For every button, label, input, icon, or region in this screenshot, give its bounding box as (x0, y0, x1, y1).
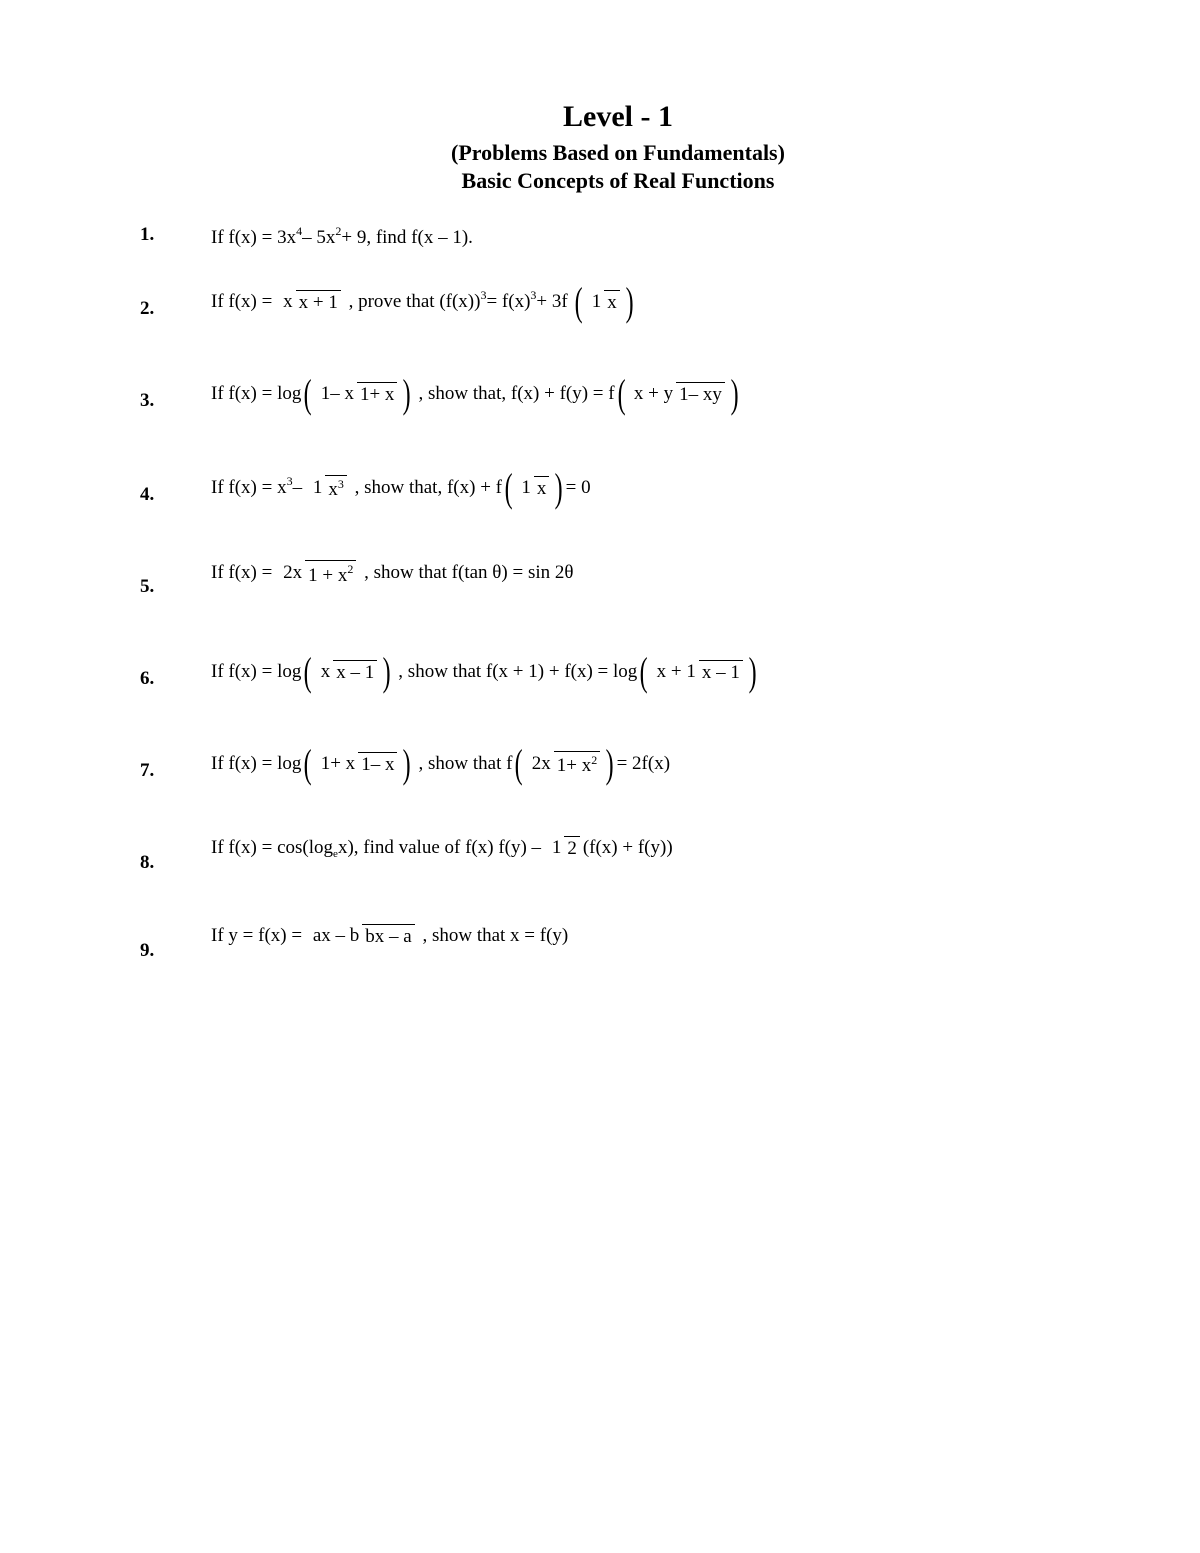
expr-text: , show that f (418, 753, 513, 774)
problem-8 (0, 836, 1200, 896)
fraction (549, 836, 580, 860)
fraction (318, 660, 378, 684)
fraction (654, 660, 743, 684)
denominator: x – 1 (333, 660, 377, 684)
numerator: 1 (551, 836, 562, 858)
numerator: 1+ x (320, 752, 356, 774)
expr-text: If f(x) = log (211, 753, 302, 774)
expr-text: , show that f(x + 1) + f(x) = log (398, 661, 638, 682)
expr-text: – (292, 477, 303, 498)
expr-text: = 0 (565, 477, 591, 498)
exponent: 3 (530, 288, 537, 303)
right-paren: ) (730, 371, 739, 416)
left-paren: ( (304, 649, 313, 694)
denominator: x + 1 (296, 290, 341, 314)
problem-expression (211, 465, 591, 510)
left-paren: ( (639, 649, 648, 694)
expr-text: + 9, find f(x – 1). (341, 226, 473, 248)
problem-number: 6. (140, 668, 155, 689)
right-paren: ) (605, 741, 614, 786)
problem-expression (211, 741, 671, 786)
problem-expression (211, 560, 573, 587)
fraction (518, 476, 549, 500)
exponent: 3 (337, 476, 344, 491)
problem-number: 7. (140, 760, 155, 781)
problem-6 (0, 649, 1200, 712)
fraction (280, 560, 356, 587)
fraction (589, 290, 620, 314)
expr-text: = f(x) (486, 291, 531, 312)
problem-7 (0, 741, 1200, 804)
fraction (318, 752, 398, 776)
problem-2 (0, 279, 1200, 342)
expr-text: , prove that (f(x)) (348, 291, 481, 312)
expr-text: If f(x) = cos(log (211, 837, 334, 858)
page-title: Level - 1 (563, 100, 673, 133)
right-paren: ) (625, 279, 634, 324)
numerator: 1– x (320, 382, 354, 404)
problem-3 (0, 371, 1200, 434)
problem-number: 5. (140, 576, 155, 597)
exponent: 2 (591, 752, 598, 767)
expr-text: If f(x) = (211, 291, 273, 312)
numerator: x + y (633, 382, 674, 404)
problem-5 (0, 560, 1200, 620)
numerator: x (283, 290, 293, 312)
right-paren: ) (403, 741, 412, 786)
fraction (310, 924, 415, 948)
subscript: e (333, 848, 338, 861)
problem-1 (0, 224, 1200, 284)
expr-text: = 2f(x) (616, 753, 671, 774)
expr-text: If f(x) = x (211, 477, 287, 498)
problem-expression (211, 279, 636, 324)
numerator: ax – b (312, 924, 360, 946)
problem-expression (211, 836, 673, 860)
right-paren: ) (554, 465, 563, 510)
problem-expression (211, 371, 741, 416)
fraction (318, 382, 398, 406)
numerator: x + 1 (656, 660, 696, 682)
exponent: 2 (347, 562, 354, 576)
numerator: 2x (531, 752, 551, 774)
exponent: 3 (286, 474, 293, 489)
numerator: 1 (521, 476, 531, 498)
numerator: 1 (591, 290, 602, 312)
fraction (310, 475, 347, 502)
problem-4 (0, 465, 1200, 528)
left-paren: ( (575, 279, 584, 324)
page-subtitle: (Problems Based on Fundamentals) (451, 140, 785, 165)
denominator: 2 (564, 836, 580, 860)
problem-expression (211, 924, 568, 948)
expr-text: , show that, f(x) + f(y) = f (418, 383, 615, 404)
left-paren: ( (304, 741, 313, 786)
expr-text: + 3f (536, 291, 568, 312)
problem-number: 2. (140, 298, 155, 319)
left-paren: ( (304, 371, 313, 416)
expr-text: x), find value of f(x) f(y) – (337, 837, 542, 858)
exponent: 2 (335, 224, 342, 238)
fraction (529, 751, 600, 778)
denominator: x (534, 476, 550, 500)
problem-number: 4. (140, 484, 155, 505)
numerator: x (320, 660, 331, 682)
denominator: $1+ x^2$ (554, 751, 600, 778)
numerator: 2x (283, 561, 303, 583)
denominator: x (604, 290, 620, 314)
denominator: 1– x (358, 752, 397, 776)
expr-text: , show that f(tan θ) = sin 2θ (364, 562, 574, 584)
denominator: 1+ x (357, 382, 397, 406)
numerator: 1 (312, 476, 323, 498)
problem-number: 1. (140, 224, 155, 245)
problem-number: 9. (140, 940, 155, 961)
expr-text: – 5x (302, 226, 336, 248)
problem-number: 8. (140, 852, 155, 873)
problem-9 (0, 924, 1200, 984)
denominator: bx – a (362, 924, 414, 948)
right-paren: ) (748, 649, 757, 694)
denominator: $1 + x^2$ (305, 560, 356, 587)
fraction (631, 382, 725, 406)
denominator: x – 1 (699, 660, 743, 684)
denominator: 1– xy (676, 382, 725, 406)
expr-text: If f(x) = (211, 562, 273, 584)
problem-number: 3. (140, 390, 155, 411)
expr-text: If f(x) = log (211, 661, 302, 682)
expr-text: (f(x) + f(y)) (582, 837, 673, 858)
right-paren: ) (403, 371, 412, 416)
expr-text: , show that, f(x) + f (354, 477, 502, 498)
expr-text: If f(x) = log (211, 383, 302, 404)
left-paren: ( (504, 465, 513, 510)
problem-expression (211, 649, 759, 694)
left-paren: ( (617, 371, 626, 416)
topic-heading: Basic Concepts of Real Functions (461, 168, 775, 193)
expr-text: If f(x) = 3x (211, 226, 297, 248)
problem-expression (211, 224, 473, 249)
fraction (280, 290, 341, 314)
exponent: 4 (296, 224, 303, 238)
expr-text: If y = f(x) = (211, 925, 303, 946)
denominator: $x^3$ (325, 475, 347, 502)
exponent: 3 (480, 288, 487, 303)
expr-text: , show that x = f(y) (422, 925, 569, 946)
right-paren: ) (382, 649, 391, 694)
left-paren: ( (515, 741, 524, 786)
